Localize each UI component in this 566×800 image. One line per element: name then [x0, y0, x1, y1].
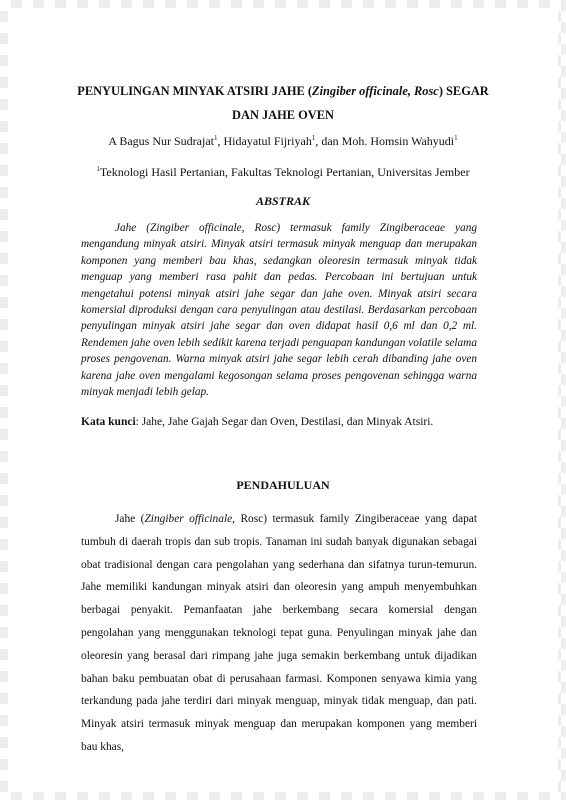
keywords: [81, 415, 511, 429]
abstract-text: ) termasuk family Zingiberaceae yang mengandung minyak atsiri. Minyak atsiri termasuk minyak menguap dan merupakan komponen yang memberi bau khas, sedangkan oleoresin termasuk minyak tidak menguap yang memberi rasa pahit dan pedas. Percobaan ini bertujuan untuk mengetahui potensi minyak atsiri jahe segar dan jahe oven. Minyak atsiri secara komersial diproduksi dengan cara penyulingan atau destilasi. Berdasarkan percobaan penyulingan minyak atsiri jahe segar dan oven didapat hasil 0,6 ml dan 0,2 ml. Rendemen jahe oven lebih sedikit karena terjadi penguapan kandungan volatile selama proses pengovenan. Warna minyak atsiri jahe segar lebih cerah dibanding jahe oven karena jahe oven mengalami kegosongan selama proses pengovenan sehingga warna minyak menjadi lebih gelap.: [81, 222, 477, 399]
abstract-start: Jahe (: [115, 222, 151, 234]
affiliation-mark: 1: [96, 165, 100, 173]
title-suffix: ) SEGAR: [438, 84, 489, 98]
abstract-species-name: Zingiber officinale, Rosc: [150, 222, 277, 234]
title-species-name: Zingiber officinale, Rosc: [312, 84, 439, 98]
paper-title-line-2: DAN JAHE OVEN: [232, 108, 334, 122]
keywords-label: Kata kunci: [81, 416, 136, 428]
introduction-body: [81, 508, 477, 759]
intro-text: , Rosc) termasuk family Zingiberaceae yang dapat tumbuh di daerah tropis dan sub tropis. Tanaman ini sudah banyak digunakan sebagai obat tradisional dengan cara pengolahan yang sederhana dan sifatnya turun-temurun. Jahe memiliki kandungan minyak atsiri dan oleoresin yang ampuh menyembuhkan berbagai penyakit. Pemanfaatan jahe berkembang secara komersial dengan pengolahan yang menggunakan teknologi tepat guna. Penyulingan minyak jahe dan oleoresin yang berasal dari rimpang jahe juga semakin berkembang untuk dijadikan bahan baku pembuatan obat di perusahaan farmasi. Komponen senyawa kimia yang terkandung pada jahe terdiri dari minyak menguap, minyak tidak menguap, dan pati. Minyak atsiri termasuk minyak menguap dan merupakan komponen yang memberi bau khas,: [81, 513, 477, 753]
affiliation-text: Teknologi Hasil Pertanian, Fakultas Teknologi Pertanian, Universitas Jember: [99, 165, 470, 179]
section-heading-introduction: PENDAHULUAN: [236, 478, 330, 492]
author-3: , dan Moh. Homsin Wahyudi: [315, 134, 455, 148]
affiliation: [48, 165, 518, 179]
author-1-affil-mark: 1: [214, 134, 218, 142]
author-2: , Hidayatul Fijriyah: [217, 134, 312, 148]
abstract-heading: ABSTRAK: [255, 194, 311, 208]
title-prefix: PENYULINGAN MINYAK ATSIRI JAHE (: [77, 84, 313, 98]
document-page: [8, 8, 558, 792]
intro-start: Jahe (: [115, 513, 145, 525]
abstract-body: [81, 220, 477, 400]
paper-title-line-1: [48, 84, 518, 98]
intro-species-name: Zingiber officinale: [144, 513, 233, 525]
author-3-affil-mark: 1: [454, 134, 458, 142]
keywords-text: : Jahe, Jahe Gajah Segar dan Oven, Destilasi, dan Minyak Atsiri.: [135, 416, 434, 428]
author-2-affil-mark: 1: [311, 134, 316, 142]
author-list: [48, 134, 518, 148]
author-1: A Bagus Nur Sudrajat: [108, 134, 214, 148]
